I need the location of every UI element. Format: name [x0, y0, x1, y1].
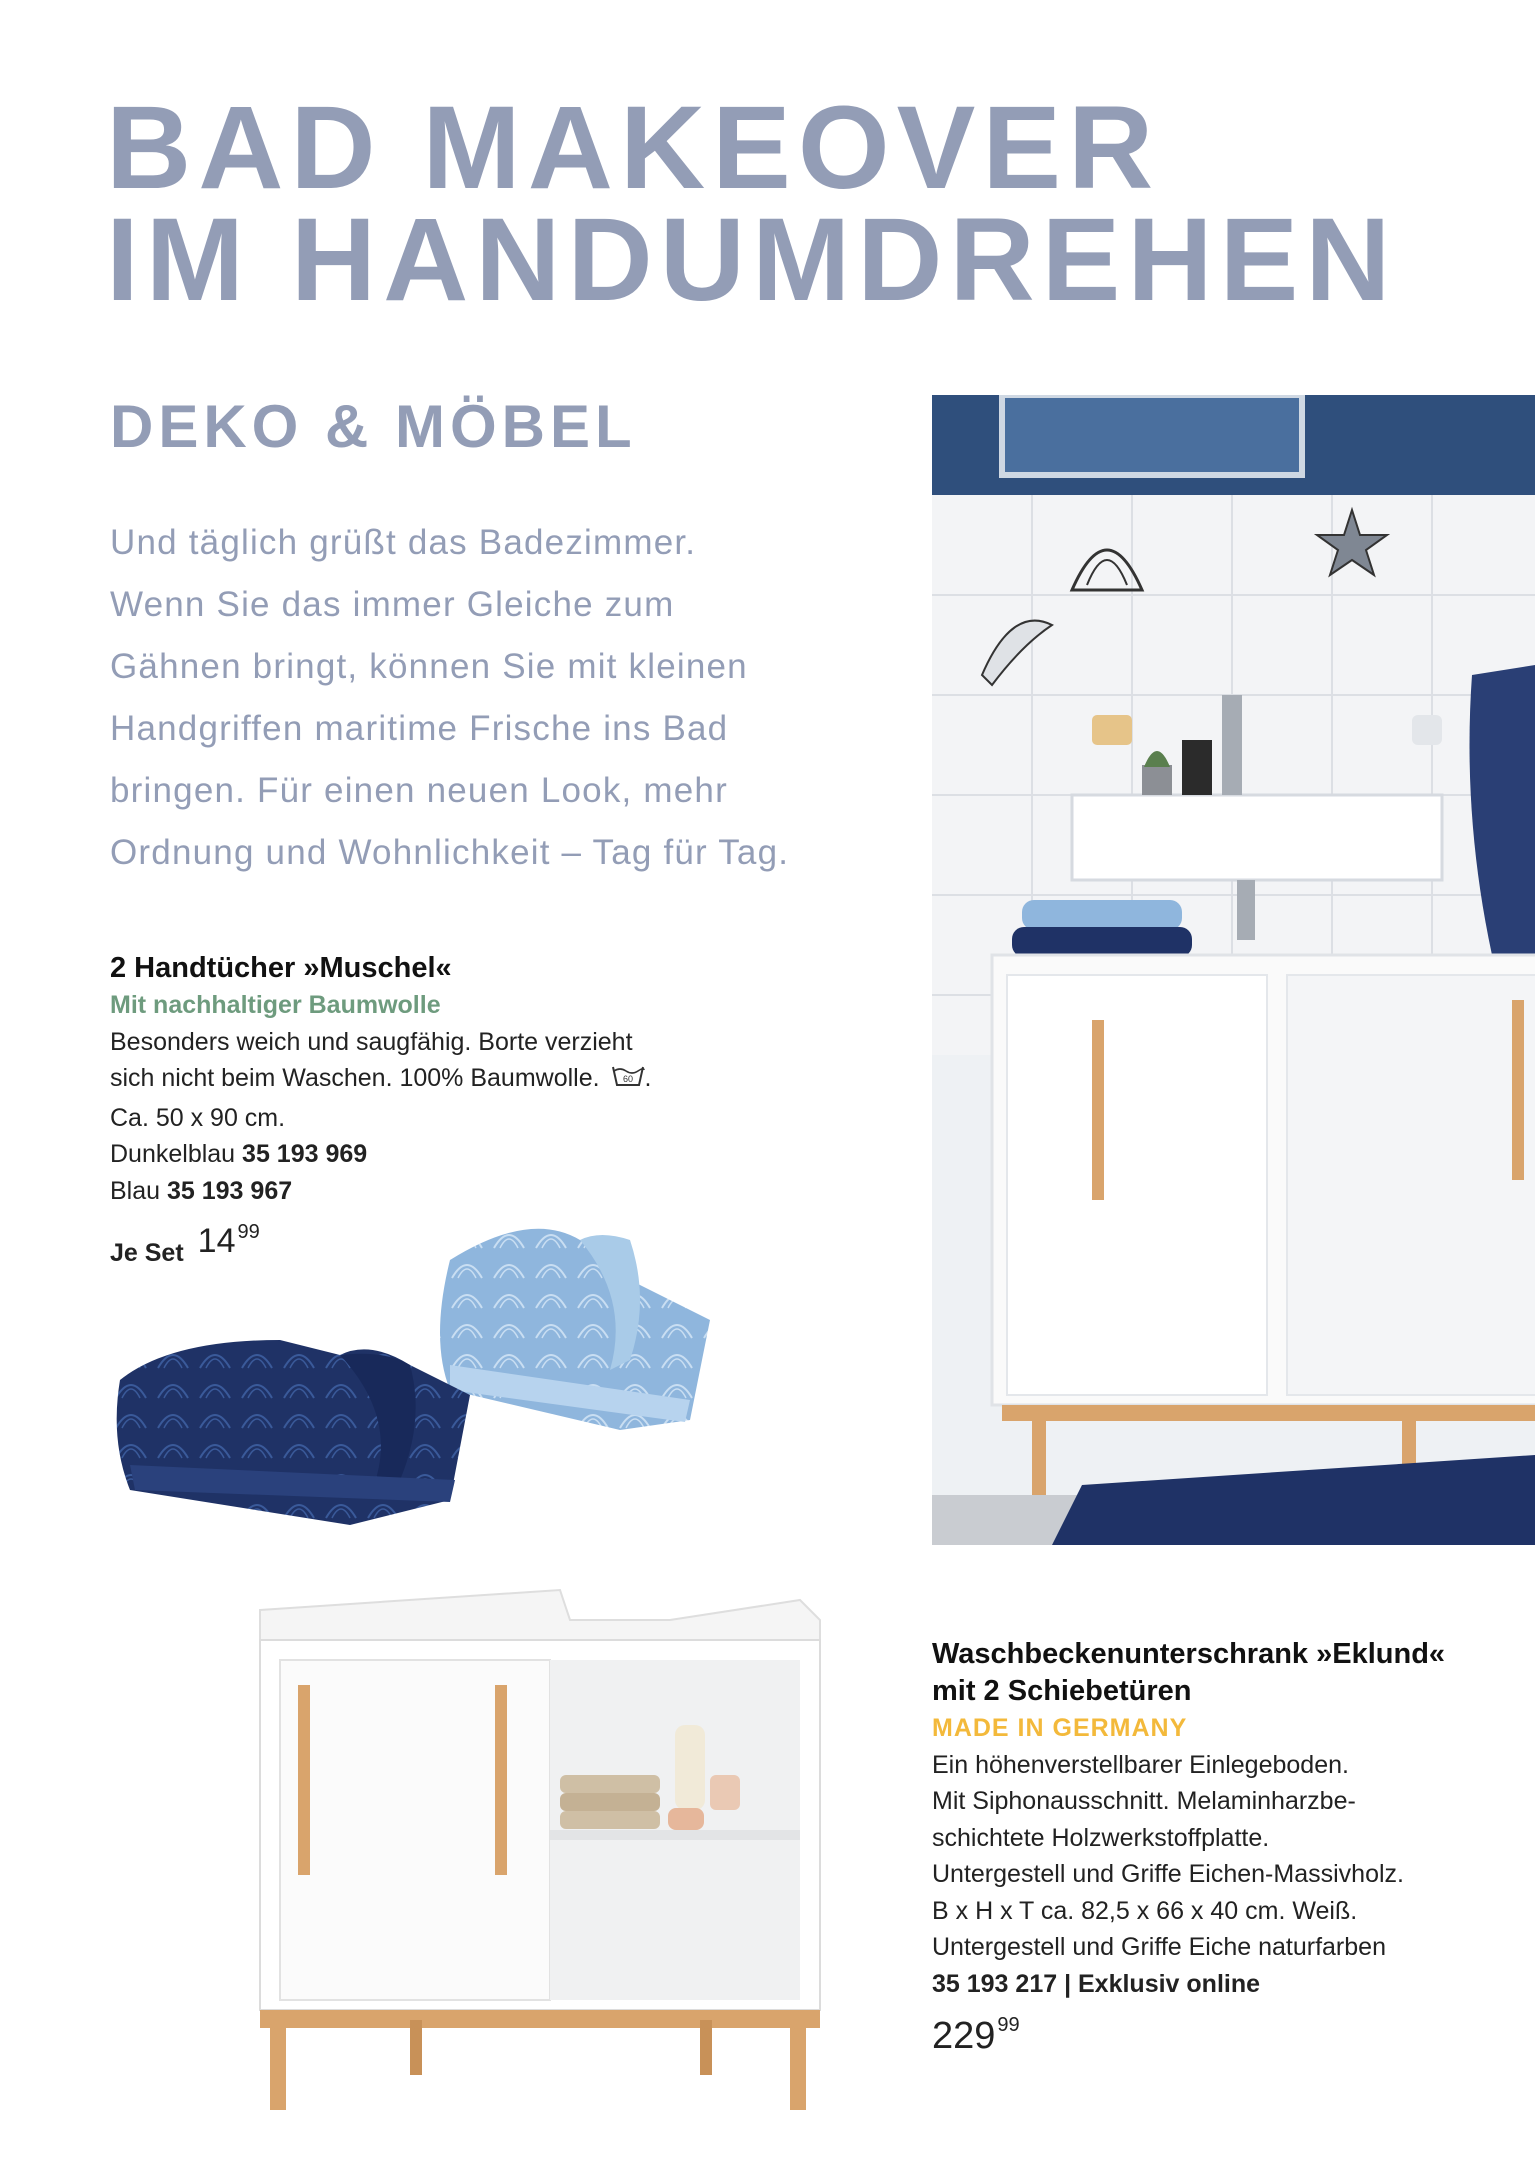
- cabinet-product-info: [932, 1636, 1492, 2058]
- wash-temp-label: 60: [622, 1074, 633, 1084]
- towel-title: 2 Handtücher »Muschel«: [110, 952, 452, 984]
- article-number: 35 193 967: [167, 1176, 293, 1205]
- bathroom-scene-photo: [932, 395, 1535, 1545]
- price-label: Je Set: [110, 1239, 184, 1267]
- intro-line: Handgriffen maritime Frische ins Bad: [110, 709, 729, 748]
- price-cents: 99: [237, 1221, 260, 1243]
- towel-description-text: sich nicht beim Waschen. 100% Baumwolle.: [110, 1064, 600, 1092]
- section-subhead: DEKO & MÖBEL: [110, 393, 637, 460]
- price-cents: 99: [997, 2014, 1020, 2036]
- intro-line: Ordnung und Wohnlichkeit – Tag für Tag.: [110, 833, 790, 872]
- towel-description-end: .: [644, 1064, 652, 1092]
- cabinet-description-line: Untergestell und Griffe Eiche naturfarben: [932, 1933, 1386, 1961]
- cabinet-description-line: Mit Siphonausschnitt. Melaminharzbe-: [932, 1787, 1356, 1815]
- intro-text: [110, 512, 910, 884]
- cabinet-description-line: Untergestell und Griffe Eichen-Massivholz.: [932, 1860, 1404, 1888]
- price-main: 14: [197, 1222, 236, 1260]
- towel-description-line: Besonders weich und saugfähig. Borte verzieht: [110, 1027, 633, 1056]
- cabinet-title-line-2: mit 2 Schiebetüren: [932, 1675, 1192, 1707]
- towel-description-line: [110, 1060, 750, 1100]
- towels-product-image: [110, 1190, 810, 1530]
- towel-variant-dark: [110, 1136, 750, 1173]
- intro-line: Und täglich grüßt das Badezimmer.: [110, 523, 697, 562]
- cabinet-description-line: Ein höhenverstellbarer Einlegeboden.: [932, 1750, 1349, 1779]
- variant-label: Dunkelblau: [110, 1140, 236, 1168]
- towel-sustainability-tag: Mit nachhaltiger Baumwolle: [110, 991, 441, 1019]
- cabinet-title: Waschbeckenunterschrank »Eklund«: [932, 1638, 1446, 1670]
- headline-line-1: BAD MAKEOVER: [106, 82, 1161, 214]
- cabinet-description-line: schichtete Holzwerkstoffplatte.: [932, 1823, 1270, 1852]
- cabinet-description-line: B x H x T ca. 82,5 x 66 x 40 cm. Weiß.: [932, 1896, 1358, 1925]
- intro-line: Wenn Sie das immer Gleiche zum: [110, 585, 675, 624]
- headline-line-2: IM HANDUMDREHEN: [106, 194, 1398, 326]
- intro-line: Gähnen bringt, können Sie mit kleinen: [110, 647, 748, 686]
- variant-label: Blau: [110, 1176, 161, 1205]
- cabinet-price: [932, 2014, 1492, 2058]
- article-number: 35 193 969: [242, 1140, 368, 1168]
- headline: [106, 82, 1398, 326]
- cabinet-product-image: [230, 1580, 890, 2120]
- intro-line: bringen. Für einen neuen Look, mehr: [110, 771, 728, 810]
- cabinet-article-number: 35 193 217 | Exklusiv online: [932, 1969, 1261, 1998]
- wash-60-icon: [611, 1063, 645, 1100]
- towel-size: Ca. 50 x 90 cm.: [110, 1103, 286, 1132]
- price-main: 229: [932, 2015, 996, 2057]
- made-in-germany-tag: MADE IN GERMANY: [932, 1714, 1188, 1742]
